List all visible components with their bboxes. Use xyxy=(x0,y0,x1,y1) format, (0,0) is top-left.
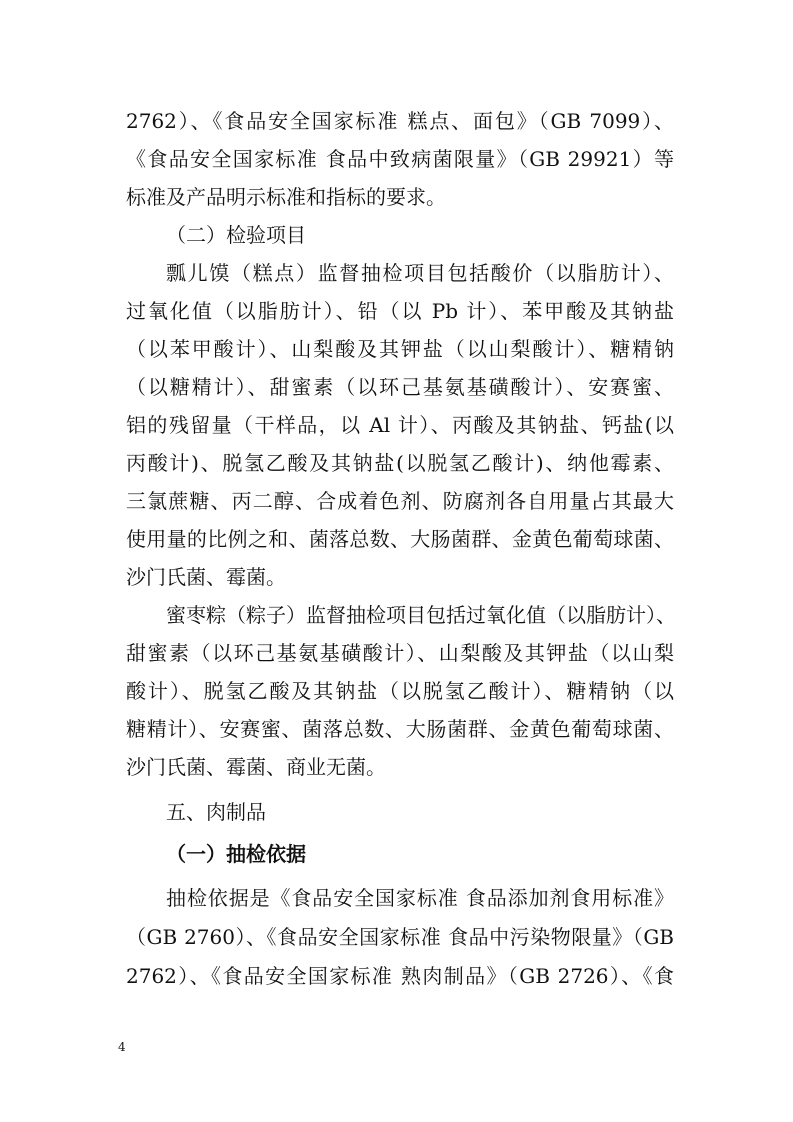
body-line: 2762）、《食品安全国家标准 熟肉制品》（GB 2726）、《食 xyxy=(126,964,674,988)
body-line: 沙门氏菌、霉菌、商业无菌。 xyxy=(126,755,386,779)
body-line: 铝的残留量（干样品，以 Al 计）、丙酸及其钠盐、钙盐(以 xyxy=(126,413,674,437)
body-line: 甜蜜素（以环己基氨基磺酸计）、山梨酸及其钾盐（以山梨 xyxy=(126,641,674,665)
paragraph-first-line: 蜜枣粽（粽子）监督抽检项目包括过氧化值（以脂肪计）、 xyxy=(166,603,676,627)
body-line: 使用量的比例之和、菌落总数、大肠菌群、金黄色葡萄球菌、 xyxy=(126,527,674,551)
section-heading: （二）检验项目 xyxy=(166,223,306,247)
page-number: 4 xyxy=(118,1040,126,1054)
paragraph-first-line: 抽检依据是《食品安全国家标准 食品添加剂食用标准》 xyxy=(166,886,674,910)
body-line: 酸计）、脱氢乙酸及其钠盐（以脱氢乙酸计）、糖精钠（以 xyxy=(126,679,674,703)
chapter-heading: 五、肉制品 xyxy=(166,800,266,824)
body-line: 糖精计）、安赛蜜、菌落总数、大肠菌群、金黄色葡萄球菌、 xyxy=(126,717,674,741)
body-line: 标准及产品明示标准和指标的要求。 xyxy=(126,185,446,209)
section-heading-bold: （一）抽检依据 xyxy=(166,842,306,866)
body-line: 三氯蔗糖、丙二醇、合成着色剂、防腐剂各自用量占其最大 xyxy=(126,489,674,513)
body-line: 丙酸计)、脱氢乙酸及其钠盐(以脱氢乙酸计)、纳他霉素、 xyxy=(126,451,674,475)
paragraph-first-line: 瓢儿馍（糕点）监督抽检项目包括酸价（以脂肪计）、 xyxy=(166,261,674,285)
body-line: 过氧化值（以脂肪计）、铅（以 Pb 计）、苯甲酸及其钠盐 xyxy=(126,299,674,323)
body-line: （以苯甲酸计）、山梨酸及其钾盐（以山梨酸计）、糖精钠 xyxy=(126,337,674,361)
body-line: 《食品安全国家标准 食品中致病菌限量》（GB 29921）等 xyxy=(126,147,674,171)
body-line: 沙门氏菌、霉菌。 xyxy=(126,565,286,589)
body-line: （以糖精计）、甜蜜素（以环己基氨基磺酸计）、安赛蜜、 xyxy=(126,375,674,399)
body-line: 2762）、《食品安全国家标准 糕点、面包》（GB 7099）、 xyxy=(126,109,674,133)
body-line: （GB 2760）、《食品安全国家标准 食品中污染物限量》（GB xyxy=(126,925,674,949)
